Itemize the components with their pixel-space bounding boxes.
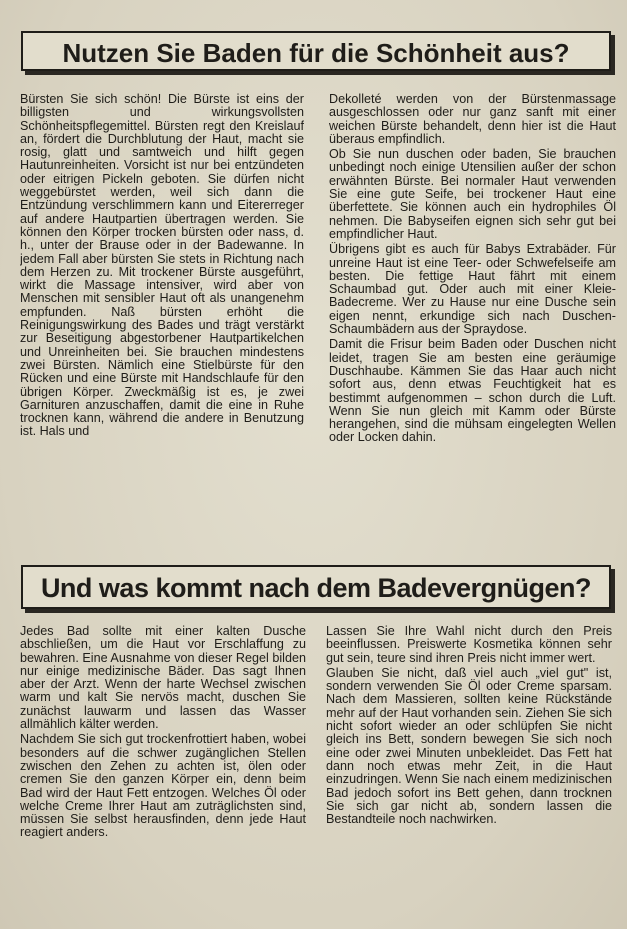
article2-paragraph: Glauben Sie nicht, daß viel auch „viel gut" ist, sondern verwenden Sie Öl oder Creme sparsam. Nach dem Massieren, sollten keine Rückstände mehr auf der Haut vorhanden sein. Ziehen Sie sich nicht sofort wieder an oder schlüpfen Sie nicht gleich ins Bett, sondern bewegen Sie sich noch eine oder zwei Minuten unbekleidet. Das Fett hat dann noch etwas mehr Zeit, in die Haut einzudringen. Wenn Sie nach einem medizinischen Bad jedoch sofort ins Bett gehen, dann trocknen Sie sich gar nicht ab, sondern lassen die Bestandteile noch nachwirken.: [326, 665, 612, 827]
article1-paragraph: Übrigens gibt es auch für Babys Extrabäder. Für unreine Haut ist eine Teer- oder Schwefelseife am besten. Die fettige Haut fährt mit einem Schaumbad gut. Oder auch mit einer Kleie-Badecreme. Wer zu Hause nur eine Dusche sein eigen nennt, erkundige sich nach Duschen-Schaumbädern aus der Spraydose.: [329, 242, 616, 337]
article2-paragraph: Lassen Sie Ihre Wahl nicht durch den Preis beeinflussen. Preiswerte Kosmetika können sehr gut sein, teure sind ihren Preis nicht immer wert.: [326, 625, 612, 665]
article2-paragraph: Nachdem Sie sich gut trockenfrottiert haben, wobei besonders auf die schwer zugänglichen Stellen zwischen den Zehen zu achten ist, ölen oder cremen Sie den ganzen Körper ein, denn beim Bad wird der Haut Fett entzogen. Welches Öl oder welche Creme Ihrer Haut am zuträglichsten sind, müssen Sie selbst herausfinden, denn jede Haut reagiert anders.: [20, 732, 306, 840]
headline-baden-schoenheit: Nutzen Sie Baden für die Schönheit aus?: [21, 31, 611, 71]
article1-paragraph: Ob Sie nun duschen oder baden, Sie brauchen unbedingt noch einige Utensilien außer der schon erwähnten Bürste. Bei normaler Haut verwenden Sie eine gute Seife, bei trockener Haut eine überfettete. Sie können auch ein hydrophiles Öl nehmen. Die Babyseifen eignen sich sehr gut bei empfindlicher Haut.: [329, 147, 616, 241]
article1-paragraph: Dekolleté werden von der Bürstenmassage ausgeschlossen oder nur ganz sanft mit einer weichen Bürste behandelt, denn hier ist die Haut überaus empfindlich.: [329, 93, 616, 146]
article2-column-left: [20, 625, 306, 920]
article1-column-left: [20, 93, 304, 555]
article1-paragraph: Damit die Frisur beim Baden oder Duschen nicht leidet, tragen Sie am besten eine geräumige Duschhaube. Kämmen Sie das Haar auch nicht sofort aus, denn etwas Feuchtigkeit hat es bestimmt aufgenommen – schon durch die Luft. Wenn Sie nun gleich mit Kamm oder Bürste herangehen, sind die mühsam eingelegten Wellen oder Locken dahin.: [329, 337, 616, 445]
article1-paragraph: Bürsten Sie sich schön! Die Bürste ist eins der billigsten und wirkungsvollsten Schönheitspflegemittel. Bürsten regt den Kreislauf an, fördert die Durchblutung der Haut, macht sie rosig, glatt und samtweich und hilft gegen Hautunreinheiten. Vorsicht ist nur bei entzündeten oder eitrigen Pickeln geboten. Sie dürfen nicht weggebürstet werden, weil sich dann die Entzündung verschlimmern kann und Eitererreger auf andere Hautpartien übertragen werden. Sie können den Körper trocken bürsten oder nass, d. h., unter der Brause oder in der Badewanne. In jedem Fall aber bürsten Sie stets in Richtung nach dem Herzen zu. Mit trockener Bürste ausgeführt, wirkt die Massage intensiver, wird aber von Menschen mit sensibler Haut oft als unangenehm empfunden. Naß bürsten erhöht die Reinigungswirkung des Bades und trägt verstärkt zur Beseitigung abgestorbener Hautpartikelchen und Unreinheiten bei. Sie brauchen mindestens zwei Bürsten. Nämlich eine Stielbürste für den Rücken und eine Bürste mit Handschlaufe für den übrigen Körper. Zweckmäßig ist es, je zwei Garnituren anzuschaffen, damit die eine in Ruhe trocknen kann, während die andere in Benutzung ist. Hals und: [20, 93, 304, 439]
article1-column-right: [329, 93, 616, 555]
article2-column-right: [326, 625, 612, 920]
article2-paragraph: Jedes Bad sollte mit einer kalten Dusche abschließen, um die Haut vor Erschlaffung zu bewahren. Eine Ausnahme von dieser Regel bilden nur einige medizinische Bäder. Das sagt Ihnen aber der Arzt. Wenn der harte Wechsel zwischen warm und kalt Sie nervös macht, duschen Sie zunächst lauwarm und lassen das Wasser allmählich kälter werden.: [20, 625, 306, 732]
headline-nach-dem-bad: Und was kommt nach dem Badevergnügen?: [21, 565, 611, 609]
